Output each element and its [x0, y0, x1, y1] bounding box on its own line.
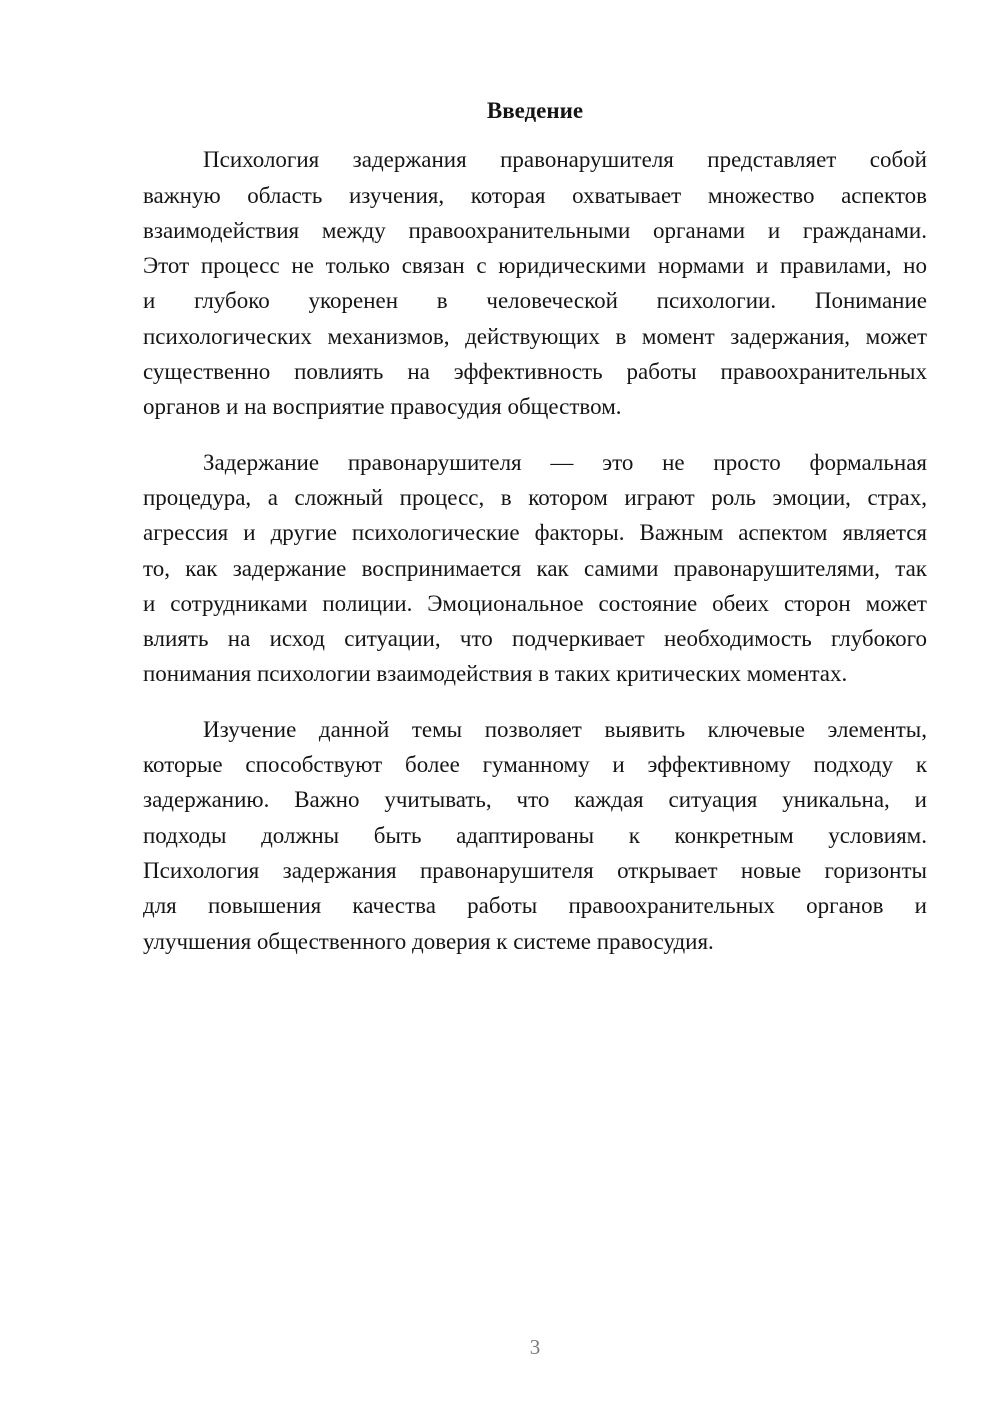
text-line: Психология задержания правонарушителя открывает новые горизонты [143, 857, 927, 883]
text-line: влиять на исход ситуации, что подчеркивает необходимость глубокого [143, 626, 927, 652]
text-line: Изучение данной темы позволяет выявить ключевые элементы, [203, 716, 927, 742]
section-title: Введение [486, 98, 584, 123]
text-line: Психология задержания правонарушителя представляет собой [203, 147, 927, 173]
paragraph-3 [143, 712, 927, 959]
text-line: взаимодействия между правоохранительными органами и гражданами. [143, 217, 927, 243]
text-line: понимания психологии взаимодействия в таких критических моментах. [143, 661, 848, 687]
text-line: и глубоко укоренен в человеческой психологии. Понимание [143, 288, 927, 314]
text-line: подходы должны быть адаптированы к конкретным условиям. [143, 822, 927, 848]
page-content [143, 93, 927, 979]
text-line: Этот процесс не только связан с юридическими нормами и правилами, но [143, 253, 927, 279]
paragraph-1 [143, 142, 927, 424]
text-line: которые способствуют более гуманному и эффективному подходу к [143, 752, 927, 778]
text-line: для повышения качества работы правоохранительных органов и [143, 893, 927, 919]
paragraph-2 [143, 445, 927, 692]
text-line: процедура, а сложный процесс, в котором играют роль эмоции, страх, [143, 484, 927, 510]
text-line: и сотрудниками полиции. Эмоциональное состояние обеих сторон может [143, 590, 927, 616]
text-line: органов и на восприятие правосудия обществом. [143, 394, 622, 420]
text-line: улучшения общественного доверия к системе правосудия. [143, 928, 714, 954]
text-line: психологических механизмов, действующих в момент задержания, может [143, 323, 927, 349]
text-line: существенно повлиять на эффективность работы правоохранительных [143, 359, 927, 385]
text-line: Задержание правонарушителя — это не просто формальная [203, 449, 927, 475]
text-line: агрессия и другие психологические факторы. Важным аспектом является [143, 520, 927, 546]
text-line: задержанию. Важно учитывать, что каждая ситуация уникальна, и [143, 787, 927, 813]
text-line: важную область изучения, которая охватывает множество аспектов [143, 182, 927, 208]
page-number: 3 [529, 1335, 541, 1359]
text-line: то, как задержание воспринимается как самими правонарушителями, так [143, 555, 927, 581]
